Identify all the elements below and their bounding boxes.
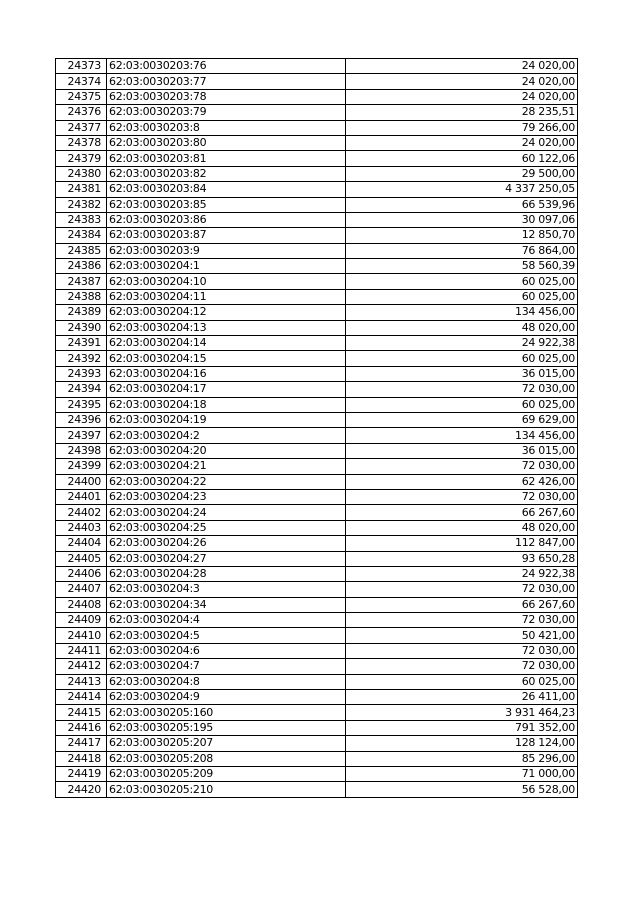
cadastral-number-cell: 62:03:0030203:8	[107, 120, 346, 135]
cadastral-value-cell: 69 629,00	[346, 412, 578, 427]
table-row	[56, 274, 578, 289]
cadastral-value-cell: 24 020,00	[346, 74, 578, 89]
cadastral-value-cell: 60 025,00	[346, 274, 578, 289]
row-number-cell: 24415	[56, 705, 107, 720]
cadastral-number-cell: 62:03:0030204:5	[107, 628, 346, 643]
cadastral-value-cell: 71 000,00	[346, 766, 578, 781]
row-number-cell: 24385	[56, 243, 107, 258]
cadastral-value-cell: 66 267,60	[346, 597, 578, 612]
row-number-cell: 24407	[56, 582, 107, 597]
cadastral-number-cell: 62:03:0030204:34	[107, 597, 346, 612]
table-row	[56, 505, 578, 520]
cadastral-number-cell: 62:03:0030204:13	[107, 320, 346, 335]
table-row	[56, 613, 578, 628]
cadastral-number-cell: 62:03:0030204:4	[107, 613, 346, 628]
cadastral-value-cell: 112 847,00	[346, 536, 578, 551]
cadastral-number-cell: 62:03:0030205:160	[107, 705, 346, 720]
table-row	[56, 690, 578, 705]
cadastral-number-cell: 62:03:0030204:18	[107, 397, 346, 412]
table-row	[56, 336, 578, 351]
row-number-cell: 24387	[56, 274, 107, 289]
row-number-cell: 24412	[56, 659, 107, 674]
table-row	[56, 489, 578, 504]
table-row	[56, 720, 578, 735]
row-number-cell: 24416	[56, 720, 107, 735]
cadastral-number-cell: 62:03:0030203:81	[107, 151, 346, 166]
row-number-cell: 24375	[56, 89, 107, 104]
row-number-cell: 24398	[56, 443, 107, 458]
cadastral-number-cell: 62:03:0030204:26	[107, 536, 346, 551]
table-row	[56, 228, 578, 243]
cadastral-number-cell: 62:03:0030203:84	[107, 182, 346, 197]
table-row	[56, 474, 578, 489]
cadastral-number-cell: 62:03:0030203:80	[107, 135, 346, 150]
cadastral-value-cell: 60 025,00	[346, 289, 578, 304]
table-body	[56, 59, 578, 798]
cadastral-value-cell: 85 296,00	[346, 751, 578, 766]
row-number-cell: 24377	[56, 120, 107, 135]
cadastral-value-cell: 12 850,70	[346, 228, 578, 243]
cadastral-value-cell: 72 030,00	[346, 582, 578, 597]
cadastral-value-cell: 30 097,06	[346, 212, 578, 227]
table-row	[56, 659, 578, 674]
cadastral-number-cell: 62:03:0030204:20	[107, 443, 346, 458]
table-row	[56, 428, 578, 443]
cadastral-number-cell: 62:03:0030205:207	[107, 736, 346, 751]
row-number-cell: 24384	[56, 228, 107, 243]
cadastral-number-cell: 62:03:0030204:16	[107, 366, 346, 381]
cadastral-value-table	[55, 58, 578, 798]
cadastral-value-cell: 72 030,00	[346, 613, 578, 628]
cadastral-number-cell: 62:03:0030204:15	[107, 351, 346, 366]
cadastral-value-cell: 24 020,00	[346, 135, 578, 150]
cadastral-value-cell: 76 864,00	[346, 243, 578, 258]
row-number-cell: 24376	[56, 105, 107, 120]
table-row	[56, 120, 578, 135]
row-number-cell: 24391	[56, 336, 107, 351]
cadastral-number-cell: 62:03:0030204:2	[107, 428, 346, 443]
table-row	[56, 135, 578, 150]
table-row	[56, 628, 578, 643]
cadastral-value-cell: 60 122,06	[346, 151, 578, 166]
cadastral-value-cell: 4 337 250,05	[346, 182, 578, 197]
table-row	[56, 551, 578, 566]
table-row	[56, 74, 578, 89]
cadastral-value-cell: 72 030,00	[346, 489, 578, 504]
cadastral-number-cell: 62:03:0030203:77	[107, 74, 346, 89]
table-row	[56, 197, 578, 212]
row-number-cell: 24382	[56, 197, 107, 212]
cadastral-number-cell: 62:03:0030204:14	[107, 336, 346, 351]
cadastral-value-cell: 93 650,28	[346, 551, 578, 566]
cadastral-value-cell: 48 020,00	[346, 320, 578, 335]
cadastral-value-cell: 60 025,00	[346, 397, 578, 412]
cadastral-value-cell: 29 500,00	[346, 166, 578, 181]
cadastral-number-cell: 62:03:0030204:6	[107, 643, 346, 658]
table-row	[56, 243, 578, 258]
table-row	[56, 459, 578, 474]
cadastral-value-cell: 72 030,00	[346, 659, 578, 674]
cadastral-value-cell: 60 025,00	[346, 674, 578, 689]
row-number-cell: 24393	[56, 366, 107, 381]
row-number-cell: 24397	[56, 428, 107, 443]
cadastral-value-cell: 3 931 464,23	[346, 705, 578, 720]
table-row	[56, 782, 578, 797]
cadastral-value-cell: 26 411,00	[346, 690, 578, 705]
row-number-cell: 24405	[56, 551, 107, 566]
table-row	[56, 674, 578, 689]
table-row	[56, 382, 578, 397]
row-number-cell: 24394	[56, 382, 107, 397]
cadastral-number-cell: 62:03:0030205:195	[107, 720, 346, 735]
table-row	[56, 59, 578, 74]
cadastral-value-cell: 28 235,51	[346, 105, 578, 120]
table-row	[56, 443, 578, 458]
table-row	[56, 289, 578, 304]
table-row	[56, 397, 578, 412]
cadastral-value-cell: 24 020,00	[346, 89, 578, 104]
row-number-cell: 24399	[56, 459, 107, 474]
cadastral-number-cell: 62:03:0030203:76	[107, 59, 346, 74]
row-number-cell: 24386	[56, 259, 107, 274]
cadastral-number-cell: 62:03:0030204:22	[107, 474, 346, 489]
table-row	[56, 520, 578, 535]
table-row	[56, 105, 578, 120]
table-row	[56, 212, 578, 227]
row-number-cell: 24408	[56, 597, 107, 612]
row-number-cell: 24411	[56, 643, 107, 658]
row-number-cell: 24395	[56, 397, 107, 412]
cadastral-value-cell: 66 539,96	[346, 197, 578, 212]
cadastral-value-cell: 36 015,00	[346, 366, 578, 381]
table-row	[56, 705, 578, 720]
row-number-cell: 24409	[56, 613, 107, 628]
cadastral-number-cell: 62:03:0030204:17	[107, 382, 346, 397]
row-number-cell: 24383	[56, 212, 107, 227]
cadastral-number-cell: 62:03:0030204:23	[107, 489, 346, 504]
row-number-cell: 24389	[56, 305, 107, 320]
cadastral-number-cell: 62:03:0030204:3	[107, 582, 346, 597]
cadastral-number-cell: 62:03:0030205:208	[107, 751, 346, 766]
cadastral-number-cell: 62:03:0030204:21	[107, 459, 346, 474]
row-number-cell: 24420	[56, 782, 107, 797]
row-number-cell: 24417	[56, 736, 107, 751]
table-row	[56, 320, 578, 335]
cadastral-value-cell: 791 352,00	[346, 720, 578, 735]
cadastral-number-cell: 62:03:0030203:78	[107, 89, 346, 104]
table-row	[56, 166, 578, 181]
row-number-cell: 24404	[56, 536, 107, 551]
cadastral-value-cell: 60 025,00	[346, 351, 578, 366]
cadastral-value-cell: 72 030,00	[346, 459, 578, 474]
cadastral-value-cell: 79 266,00	[346, 120, 578, 135]
cadastral-value-cell: 24 922,38	[346, 336, 578, 351]
table-row	[56, 366, 578, 381]
table-row	[56, 351, 578, 366]
table-row	[56, 582, 578, 597]
row-number-cell: 24403	[56, 520, 107, 535]
cadastral-number-cell: 62:03:0030204:19	[107, 412, 346, 427]
row-number-cell: 24400	[56, 474, 107, 489]
cadastral-value-cell: 50 421,00	[346, 628, 578, 643]
table-row	[56, 736, 578, 751]
cadastral-number-cell: 62:03:0030204:1	[107, 259, 346, 274]
cadastral-number-cell: 62:03:0030204:11	[107, 289, 346, 304]
row-number-cell: 24414	[56, 690, 107, 705]
cadastral-number-cell: 62:03:0030204:12	[107, 305, 346, 320]
row-number-cell: 24379	[56, 151, 107, 166]
cadastral-number-cell: 62:03:0030204:9	[107, 690, 346, 705]
cadastral-number-cell: 62:03:0030204:7	[107, 659, 346, 674]
row-number-cell: 24396	[56, 412, 107, 427]
cadastral-value-cell: 128 124,00	[346, 736, 578, 751]
cadastral-value-cell: 24 020,00	[346, 59, 578, 74]
table-row	[56, 259, 578, 274]
table-row	[56, 597, 578, 612]
cadastral-number-cell: 62:03:0030204:25	[107, 520, 346, 535]
row-number-cell: 24374	[56, 74, 107, 89]
table-row	[56, 536, 578, 551]
cadastral-value-cell: 62 426,00	[346, 474, 578, 489]
cadastral-value-cell: 66 267,60	[346, 505, 578, 520]
cadastral-number-cell: 62:03:0030205:210	[107, 782, 346, 797]
row-number-cell: 24413	[56, 674, 107, 689]
row-number-cell: 24418	[56, 751, 107, 766]
row-number-cell: 24419	[56, 766, 107, 781]
row-number-cell: 24381	[56, 182, 107, 197]
cadastral-value-cell: 48 020,00	[346, 520, 578, 535]
row-number-cell: 24380	[56, 166, 107, 181]
table-row	[56, 751, 578, 766]
cadastral-number-cell: 62:03:0030204:28	[107, 566, 346, 581]
row-number-cell: 24390	[56, 320, 107, 335]
cadastral-number-cell: 62:03:0030204:10	[107, 274, 346, 289]
row-number-cell: 24410	[56, 628, 107, 643]
table-row	[56, 89, 578, 104]
table-row	[56, 766, 578, 781]
cadastral-number-cell: 62:03:0030204:27	[107, 551, 346, 566]
row-number-cell: 24392	[56, 351, 107, 366]
cadastral-value-cell: 134 456,00	[346, 305, 578, 320]
table-row	[56, 305, 578, 320]
table-row	[56, 643, 578, 658]
table-row	[56, 412, 578, 427]
row-number-cell: 24401	[56, 489, 107, 504]
row-number-cell: 24402	[56, 505, 107, 520]
cadastral-number-cell: 62:03:0030205:209	[107, 766, 346, 781]
cadastral-number-cell: 62:03:0030204:8	[107, 674, 346, 689]
cadastral-number-cell: 62:03:0030203:87	[107, 228, 346, 243]
row-number-cell: 24373	[56, 59, 107, 74]
cadastral-number-cell: 62:03:0030204:24	[107, 505, 346, 520]
cadastral-number-cell: 62:03:0030203:79	[107, 105, 346, 120]
row-number-cell: 24378	[56, 135, 107, 150]
row-number-cell: 24406	[56, 566, 107, 581]
cadastral-value-cell: 24 922,38	[346, 566, 578, 581]
cadastral-value-cell: 72 030,00	[346, 643, 578, 658]
cadastral-value-cell: 134 456,00	[346, 428, 578, 443]
cadastral-number-cell: 62:03:0030203:82	[107, 166, 346, 181]
cadastral-value-cell: 36 015,00	[346, 443, 578, 458]
cadastral-value-cell: 56 528,00	[346, 782, 578, 797]
table-row	[56, 566, 578, 581]
cadastral-number-cell: 62:03:0030203:85	[107, 197, 346, 212]
table-row	[56, 151, 578, 166]
cadastral-number-cell: 62:03:0030203:86	[107, 212, 346, 227]
table-row	[56, 182, 578, 197]
row-number-cell: 24388	[56, 289, 107, 304]
cadastral-value-cell: 58 560,39	[346, 259, 578, 274]
cadastral-number-cell: 62:03:0030203:9	[107, 243, 346, 258]
cadastral-value-cell: 72 030,00	[346, 382, 578, 397]
